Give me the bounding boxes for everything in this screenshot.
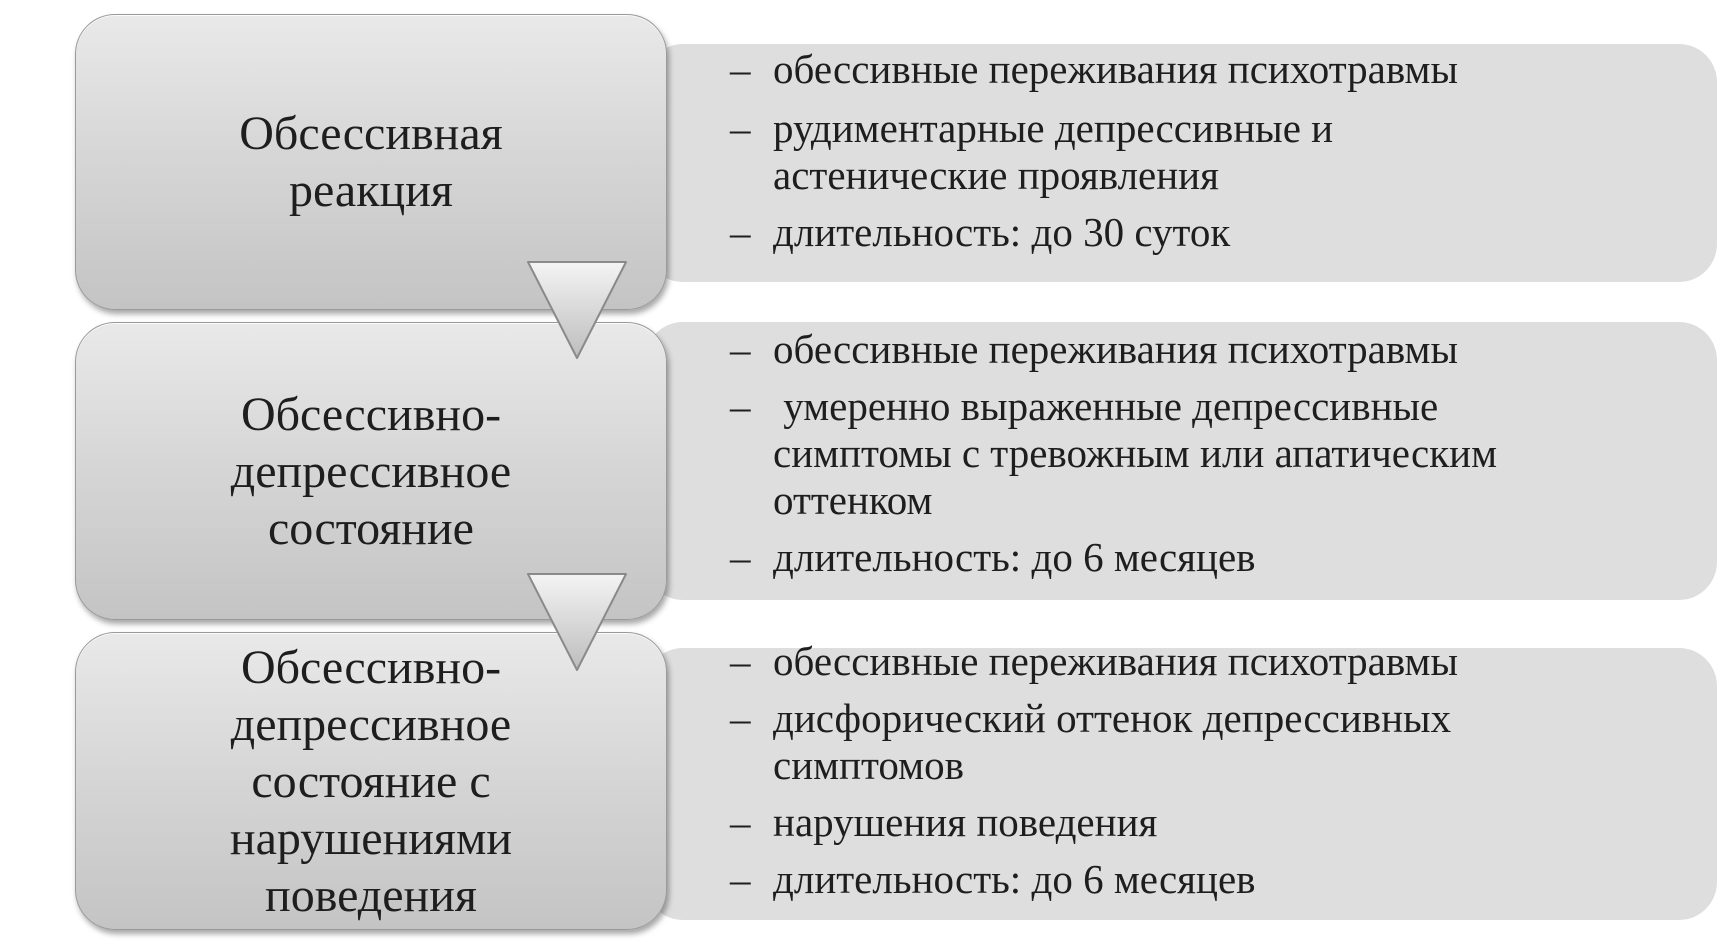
detail-line: рудиментарные депрессивные и [773, 105, 1334, 151]
stage-3-title-line: нарушениями [229, 811, 513, 865]
detail-line: дисфорический оттенок депрессивных [773, 695, 1452, 741]
down-arrow-icon [522, 258, 632, 368]
detail-item [730, 638, 1458, 685]
bullet-dash: – [730, 799, 751, 845]
detail-item [730, 326, 1497, 373]
stage-3-title-line: состояние с [251, 754, 491, 808]
stage-2-title [201, 386, 541, 557]
detail-line: умеренно выраженные депрессивные [773, 383, 1439, 429]
detail-line: длительность: до 6 месяцев [773, 534, 1256, 580]
detail-item [730, 856, 1458, 903]
down-arrow-icon [522, 570, 632, 680]
stage-1-title [209, 105, 533, 219]
stage-2-title-line: депрессивное [230, 444, 512, 498]
stage-2-title-line: состояние [267, 501, 474, 555]
detail-line: симптомов [773, 742, 964, 788]
stage-3-title-line: поведения [265, 868, 477, 922]
detail-item [730, 383, 1497, 524]
detail-line: оттенком [773, 477, 933, 523]
detail-item [730, 799, 1458, 846]
bullet-dash: – [730, 209, 751, 255]
bullet-dash: – [730, 326, 751, 372]
detail-line: длительность: до 30 суток [773, 209, 1231, 255]
detail-line: обессивные переживания психотравмы [773, 46, 1459, 92]
detail-line: симптомы с тревожным или апатическим [773, 430, 1498, 476]
detail-line: нарушения поведения [773, 799, 1158, 845]
stage-2-title-line: Обсессивно- [240, 387, 502, 441]
detail-item [730, 209, 1458, 256]
bullet-dash: – [730, 638, 751, 684]
stage-2-details-list [730, 326, 1497, 581]
stage-1-title-line: Обсессивная [239, 107, 503, 160]
bullet-dash: – [730, 105, 751, 151]
stage-1-details-list [730, 46, 1458, 256]
detail-item [730, 105, 1458, 199]
detail-line: длительность: до 6 месяцев [773, 856, 1256, 902]
detail-item [730, 695, 1458, 789]
stage-1-title-line: реакция [289, 164, 453, 217]
stage-3-details-list [730, 638, 1458, 903]
stage-3-title-line: депрессивное [230, 697, 512, 751]
detail-line: астенические проявления [773, 152, 1219, 198]
bullet-dash: – [730, 46, 751, 92]
bullet-dash: – [730, 856, 751, 902]
detail-item [730, 534, 1497, 581]
bullet-dash: – [730, 534, 751, 580]
detail-line: обессивные переживания психотравмы [773, 326, 1459, 372]
bullet-dash: – [730, 383, 751, 429]
stage-3-title [200, 639, 542, 924]
detail-line: обессивные переживания психотравмы [773, 638, 1459, 684]
bullet-dash: – [730, 695, 751, 741]
stage-3-title-line: Обсессивно- [240, 640, 502, 694]
detail-item [730, 46, 1458, 93]
